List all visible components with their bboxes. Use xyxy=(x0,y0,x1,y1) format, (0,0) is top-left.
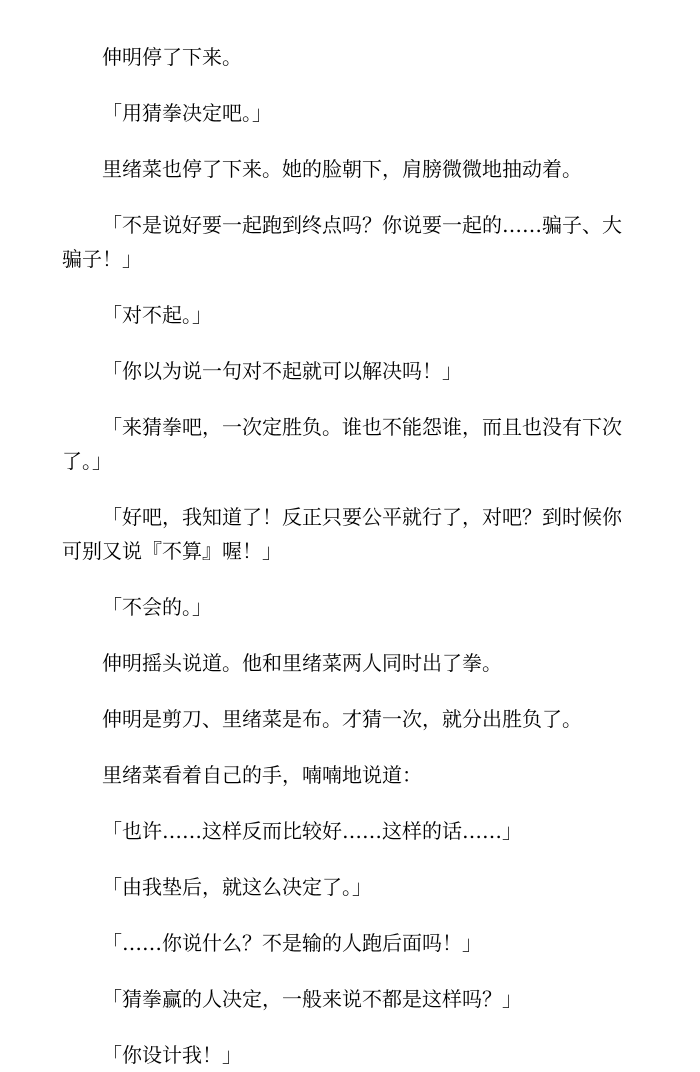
paragraph: 「不会的。」 xyxy=(102,595,212,619)
paragraph: 「也许……这样反而比较好……这样的话……」 xyxy=(102,819,522,843)
paragraph: 「由我垫后，就这么决定了。」 xyxy=(102,875,372,899)
paragraph: 「好吧，我知道了！反正只要公平就行了，对吧？到时候你可别又说『不算』喔！」 xyxy=(62,505,622,563)
paragraph: 「你设计我！」 xyxy=(102,1043,242,1067)
paragraph: 「来猜拳吧，一次定胜负。谁也不能怨谁，而且也没有下次了。」 xyxy=(62,415,622,473)
paragraph: 「猜拳赢的人决定，一般来说不都是这样吗？」 xyxy=(102,987,522,1011)
paragraph: 伸明是剪刀、里绪菜是布。才猜一次，就分出胜负了。 xyxy=(102,707,582,731)
paragraph: 「不是说好要一起跑到终点吗？你说要一起的……骗子、大骗子！」 xyxy=(62,213,622,271)
paragraph: 里绪菜也停了下来。她的脸朝下，肩膀微微地抽动着。 xyxy=(102,157,582,181)
paragraph: 里绪菜看着自己的手，喃喃地说道： xyxy=(102,763,422,787)
paragraph: 「……你说什么？不是输的人跑后面吗！」 xyxy=(102,931,482,955)
paragraph: 「你以为说一句对不起就可以解决吗！」 xyxy=(102,359,462,383)
paragraph: 「对不起。」 xyxy=(102,303,212,327)
paragraph: 伸明摇头说道。他和里绪菜两人同时出了拳。 xyxy=(102,651,502,675)
paragraph: 「用猜拳决定吧。」 xyxy=(102,101,272,125)
paragraph: 伸明停了下来。 xyxy=(102,45,242,69)
